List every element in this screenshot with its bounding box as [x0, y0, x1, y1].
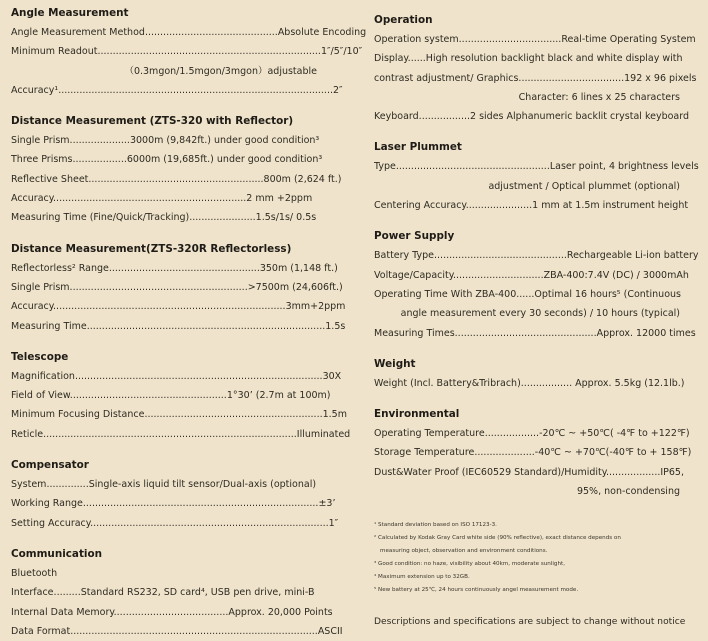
section-title: Distance Measurement(ZTS-320R Reflectorless) — [11, 242, 292, 255]
footnote: ⁴ Maximum extension up to 32GB. — [374, 574, 470, 581]
spec-row: System..............Single-axis liquid tilt sensor/Dual-axis (optional) — [11, 479, 317, 491]
spec-row-continuation: 95%, non-condensing — [576, 486, 680, 498]
section-title: Operation — [374, 14, 433, 26]
footnote: ¹ Standard deviation based on ISO 17123-3. — [374, 522, 497, 529]
footnotes — [374, 519, 680, 597]
section-operation — [374, 13, 697, 126]
footnote-continuation: measuring object, observation and environment conditions. — [380, 548, 548, 555]
spec-row-continuation: （0.3mgon/1.5mgon/3mgon）adjustable — [124, 65, 317, 77]
spec-row: Measuring Time...............................................................................1.5s — [11, 320, 346, 332]
section-telescope — [11, 350, 351, 444]
spec-row: Minimum Readout..........................................................................1″/5″/10″ — [11, 46, 363, 58]
spec-row: Display......High resolution backlight black and white display with — [374, 53, 683, 65]
left-column — [11, 0, 367, 641]
spec-row: Data Format..................................................................................ASCII — [11, 625, 343, 637]
spec-row-continuation: adjustment / Optical plummet (optional) — [488, 180, 680, 192]
spec-row: Keyboard.................2 sides Alphanumeric backlit crystal keyboard — [374, 111, 690, 123]
spec-row: Reflectorless² Range..................................................350m (1,148 ft.) — [11, 262, 338, 274]
spec-row: Three Prisms..................6000m (19,685ft.) under good condition³ — [11, 154, 323, 166]
spec-row: Interface.........Standard RS232, SD card⁴, USB pen drive, mini-B — [11, 587, 315, 599]
spec-row: Single Prism....................3000m (9,842ft.) under good condition³ — [11, 135, 320, 147]
spec-row: Voltage/Capacity..............................ZBA-400:7.4V (DC) / 3000mAh — [374, 269, 689, 281]
right-column — [374, 0, 699, 629]
spec-row-continuation: angle measurement every 30 seconds) / 10 hours (typical) — [400, 308, 680, 320]
section-title: Communication — [11, 547, 103, 560]
section-angle-measurement — [11, 6, 367, 100]
section-distance-reflector — [11, 114, 342, 227]
spec-row: Operating Time With ZBA-400......Optimal 16 hours⁵ (Continuous — [374, 288, 681, 300]
spec-row: Reticle....................................................................................Illuminated — [11, 428, 351, 440]
section-distance-reflectorless — [11, 242, 346, 336]
spec-row: Operation system..................................Real-time Operating System — [374, 34, 696, 45]
spec-row: contrast adjustment/ Graphics...................................192 x 96 pixels — [374, 72, 697, 84]
spec-row: Operating Temperature..................-20℃ ~ +50℃( -4℉ to +122℉) — [374, 428, 690, 440]
section-compensator — [11, 458, 339, 533]
spec-row: Single Prism...........................................................>7500m (24,606ft.) — [11, 281, 343, 293]
section-title: Distance Measurement (ZTS-320 with Reflector) — [11, 115, 294, 128]
section-power-supply — [374, 229, 699, 342]
spec-row: Reflective Sheet..........................................................800m (2,624 ft.) — [11, 173, 342, 185]
spec-row: Dust&Water Proof (IEC60529 Standard)/Humidity..................IP65, — [374, 466, 684, 478]
section-laser-plummet — [374, 140, 699, 215]
spec-row: Measuring Times...............................................Approx. 12000 times — [374, 327, 696, 339]
spec-row: Measuring Time (Fine/Quick/Tracking)......................1.5s/1s/ 0.5s — [11, 212, 317, 224]
spec-row: Accuracy.............................................................................3mm+2ppm — [11, 301, 346, 313]
disclaimer: Descriptions and specifications are subject to change without notice — [374, 617, 686, 628]
section-title: Environmental — [374, 408, 460, 421]
spec-row: Magnification..................................................................................30X — [11, 370, 342, 382]
spec-row: Minimum Focusing Distance...........................................................1.5m — [11, 409, 347, 421]
spec-row: Accuracy................................................................2 mm +2ppm — [11, 193, 313, 205]
spec-row-continuation: Character: 6 lines x 25 characters — [518, 91, 680, 103]
spec-row: Working Range..............................................................................±3’ — [11, 498, 336, 510]
spec-row: Bluetooth — [11, 567, 58, 579]
spec-row: Accuracy¹...........................................................................................2″ — [11, 84, 343, 96]
section-communication — [11, 547, 343, 641]
section-title: Power Supply — [374, 230, 455, 243]
footnote: ³ Good condition: no haze, visibility about 40km, moderate sunlight, — [374, 561, 565, 568]
spec-row: Type...................................................Laser point, 4 brightness levels — [374, 161, 699, 173]
spec-row: Centering Accuracy......................1 mm at 1.5m instrument height — [374, 200, 689, 212]
spec-row: Setting Accuracy...............................................................................1″ — [11, 517, 339, 529]
footnote: ⁵ New battery at 25℃, 24 hours continuously angel measurement mode. — [374, 587, 579, 594]
spec-row: Weight (Incl. Battery&Tribrach)................. Approx. 5.5kg (12.1lb.) — [374, 377, 685, 389]
section-title: Telescope — [11, 350, 69, 363]
section-title: Angle Measurement — [11, 7, 129, 19]
section-title: Compensator — [11, 459, 89, 472]
spec-row: Angle Measurement Method............................................Absolute Encoding — [11, 27, 367, 38]
section-title: Laser Plummet — [374, 141, 462, 154]
section-environmental — [374, 407, 692, 501]
spec-row: Battery Type............................................Rechargeable Li-ion battery — [374, 250, 699, 262]
footnote: ² Calculated by Kodak Gray Card white side (90% reflective), exact distance depends on — [374, 535, 621, 542]
section-weight — [374, 357, 685, 393]
spec-row: Storage Temperature....................-40℃ ~ +70℃(-40℉ to + 158℉) — [374, 447, 692, 459]
section-title: Weight — [374, 357, 416, 370]
spec-row: Field of View....................................................1°30’ (2.7m at 100m) — [11, 390, 331, 402]
spec-row: Internal Data Memory......................................Approx. 20,000 Points — [11, 606, 333, 618]
